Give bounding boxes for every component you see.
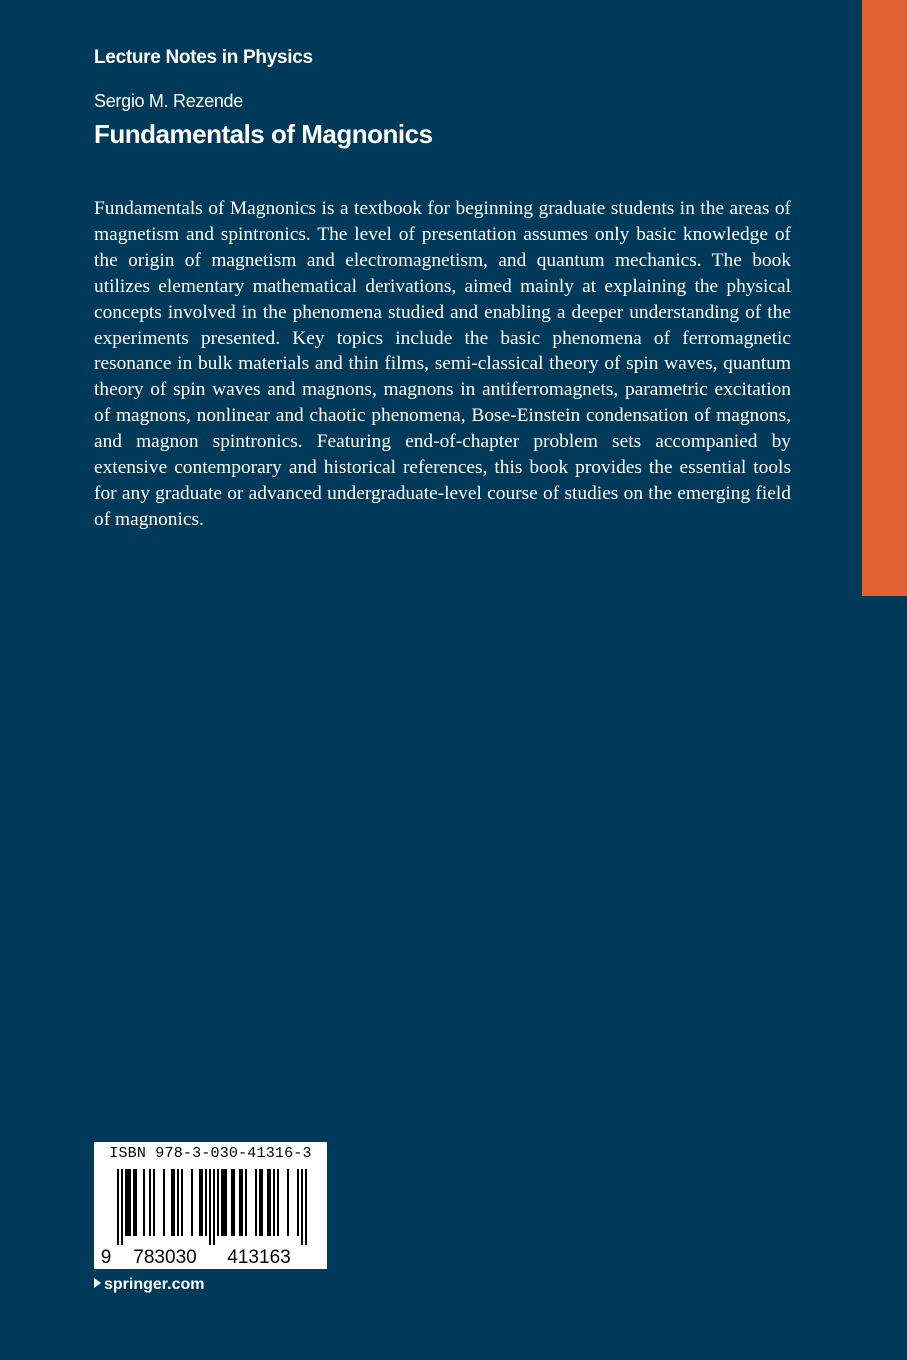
barcode-bar <box>287 1169 289 1236</box>
barcode-bar <box>261 1169 263 1236</box>
barcode-bar <box>135 1169 137 1236</box>
barcode-bar <box>213 1169 215 1245</box>
barcode-bar <box>297 1169 299 1236</box>
barcode-bar <box>225 1169 227 1236</box>
barcode-digits-left: 783030 <box>133 1247 197 1268</box>
barcode-bar <box>129 1169 131 1236</box>
publisher-link[interactable] <box>94 1276 204 1294</box>
publisher-link-label: springer.com <box>104 1276 205 1293</box>
book-title: Fundamentals of Magnonics <box>94 119 433 149</box>
series-name: Lecture Notes in Physics <box>94 47 313 68</box>
isbn-label: ISBN 978-3-030-41316-3 <box>109 1145 312 1162</box>
barcode-bar <box>201 1169 203 1236</box>
barcode-bar <box>305 1169 307 1245</box>
barcode-bar <box>239 1169 241 1236</box>
barcode-bar <box>223 1169 225 1236</box>
barcode-bar <box>301 1169 303 1245</box>
barcode-bar <box>163 1169 165 1236</box>
barcode-bar <box>267 1169 269 1236</box>
barcode-bar <box>149 1169 151 1236</box>
barcode-bar <box>133 1169 135 1236</box>
barcode-bar <box>233 1169 235 1236</box>
barcode-digit-lead: 9 <box>100 1247 112 1268</box>
barcode-bar <box>121 1169 123 1245</box>
barcode-bar <box>191 1169 193 1236</box>
barcode-bar <box>153 1169 155 1236</box>
barcode-bar <box>117 1169 119 1245</box>
barcode-bar <box>221 1169 223 1236</box>
barcode-bar <box>199 1169 201 1236</box>
barcode-bar <box>173 1169 175 1236</box>
barcode-bar <box>277 1169 279 1236</box>
barcode-bar <box>209 1169 211 1245</box>
barcode-bar <box>125 1169 127 1236</box>
author-name: Sergio M. Rezende <box>94 91 243 111</box>
arrow-right-icon <box>94 1278 101 1288</box>
accent-bar <box>862 0 907 596</box>
barcode-bar <box>127 1169 129 1236</box>
barcode-bar <box>231 1169 233 1236</box>
barcode-bar <box>171 1169 173 1236</box>
barcode-bar <box>217 1169 219 1236</box>
isbn-barcode <box>94 1142 327 1269</box>
barcode-bar <box>255 1169 257 1236</box>
barcode-bar <box>269 1169 271 1236</box>
barcode-bar <box>205 1169 207 1236</box>
barcode-bar <box>245 1169 247 1236</box>
barcode-bar <box>181 1169 183 1236</box>
barcode-image <box>94 1142 327 1269</box>
barcode-digits-right: 413163 <box>227 1247 291 1268</box>
barcode-bar <box>273 1169 275 1236</box>
barcode-bar <box>241 1169 243 1236</box>
book-description: Fundamentals of Magnonics is a textbook for beginning graduate students in the areas of magnetism and spintronics. The level of presentation assumes only basic knowledge of the origin of magnetism and electromagnetism, and quantum mechanics. The book utilizes elementary mathematical derivations, aimed mainly at explaining the physical concepts involved in the phenomena studied and enabling a deeper understanding of the experiments presented. Key topics include the basic phenomena of ferromagnetic resonance in bulk materials and thin films, semi-classical theory of spin waves, quantum theory of spin waves and magnons, magnons in antiferromagnets, parametric excitation of magnons, nonlinear and chaotic phenomena, Bose-Einstein condensation of magnons, and magnon spintronics. Featuring end-of-chapter problem sets accompanied by extensive contemporary and historical references, this book provides the essential tools for any graduate or advanced undergraduate-level course of studies on the emerging field of magnonics. <box>94 198 791 530</box>
barcode-bar <box>143 1169 145 1236</box>
barcode-bar <box>177 1169 179 1236</box>
barcode-bar <box>259 1169 261 1236</box>
